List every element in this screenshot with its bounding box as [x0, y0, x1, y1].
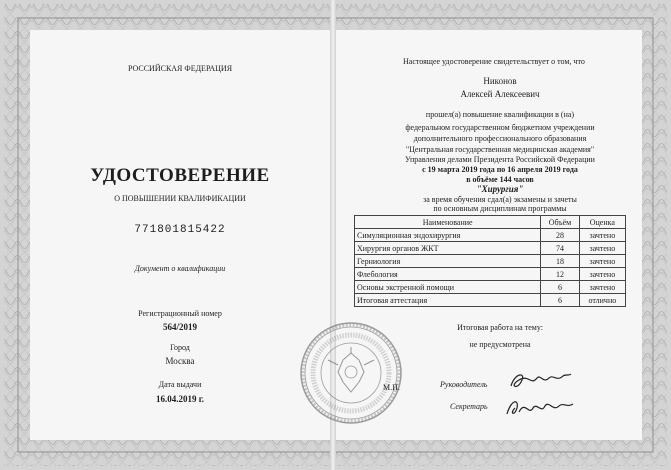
issue-date-value: 16.04.2019 г. [155, 394, 205, 404]
secretary-label: Секретарь [450, 402, 488, 411]
city-value: Москва [165, 356, 195, 366]
discipline-grade: зачтено [579, 242, 625, 255]
discipline-volume: 6 [541, 294, 579, 307]
country-label: РОССИЙСКАЯ ФЕДЕРАЦИЯ [127, 64, 233, 73]
head-label: Руководитель [440, 380, 488, 389]
table-row [355, 229, 626, 242]
course-period: с 19 марта 2019 года по 16 апреля 2019 года [422, 165, 578, 174]
city-label: Город [170, 343, 190, 352]
course-line-2: федеральном государственном бюджетном учреждении [405, 123, 595, 132]
discipline-name: Симуляционная эндохирургия [355, 229, 541, 242]
discipline-name: Хирургия органов ЖКТ [355, 242, 541, 255]
course-volume: в объёме 144 часов [466, 175, 534, 184]
table-header-row [355, 216, 626, 229]
table-row [355, 281, 626, 294]
course-line-1: прошел(а) повышение квалификации в (на) [425, 110, 575, 119]
official-seal-stamp [298, 320, 404, 426]
discipline-grade: зачтено [579, 229, 625, 242]
intro-text: Настоящее удостоверение свидетельствует о том, что [403, 57, 585, 66]
discipline-volume: 18 [541, 255, 579, 268]
stamp-place-label: М.П. [383, 383, 400, 392]
header-volume: Объём [541, 216, 579, 229]
secretary-signature [503, 394, 575, 420]
header-discipline: Наименование [355, 216, 541, 229]
final-work-label: Итоговая работа на тему: [457, 323, 543, 332]
program-name: "Хирургия" [476, 184, 524, 194]
final-work-value: не предусмотрена [469, 340, 531, 349]
course-line-3: дополнительного профессионального образования [413, 134, 587, 143]
head-signature [505, 368, 575, 394]
disciplines-table [354, 215, 626, 307]
discipline-name: Основы экстренной помощи [355, 281, 541, 294]
exams-line-1: за время обучения сдал(а) экзамены и зачеты [423, 195, 577, 204]
discipline-grade: отлично [579, 294, 625, 307]
registration-number: 564/2019 [162, 322, 197, 332]
discipline-volume: 6 [541, 281, 579, 294]
header-grade: Оценка [579, 216, 625, 229]
course-line-5: Управления делами Президента Российской Федерации [405, 155, 595, 164]
discipline-name: Итоговая аттестация [355, 294, 541, 307]
serial-number: 771801815422 [134, 224, 226, 236]
table-row [355, 294, 626, 307]
discipline-name: Флебология [355, 268, 541, 281]
discipline-name: Герниология [355, 255, 541, 268]
discipline-grade: зачтено [579, 281, 625, 294]
holder-surname: Никонов [483, 76, 517, 86]
holder-name: Алексей Алексеевич [460, 89, 540, 99]
table-row [355, 255, 626, 268]
discipline-grade: зачтено [579, 268, 625, 281]
registration-label: Регистрационный номер [138, 309, 222, 318]
exams-line-2: по основным дисциплинам программы [433, 204, 567, 213]
issue-date-label: Дата выдачи [158, 380, 202, 389]
document-title: УДОСТОВЕРЕНИЕ [90, 165, 270, 186]
table-row [355, 268, 626, 281]
discipline-volume: 74 [541, 242, 579, 255]
course-line-4: "Центральная государственная медицинская академия" [405, 145, 595, 154]
discipline-volume: 28 [541, 229, 579, 242]
discipline-volume: 12 [541, 268, 579, 281]
document-type: Документ о квалификации [134, 264, 226, 273]
document-subtitle: О ПОВЫШЕНИИ КВАЛИФИКАЦИИ [114, 194, 246, 203]
discipline-grade: зачтено [579, 255, 625, 268]
table-row [355, 242, 626, 255]
